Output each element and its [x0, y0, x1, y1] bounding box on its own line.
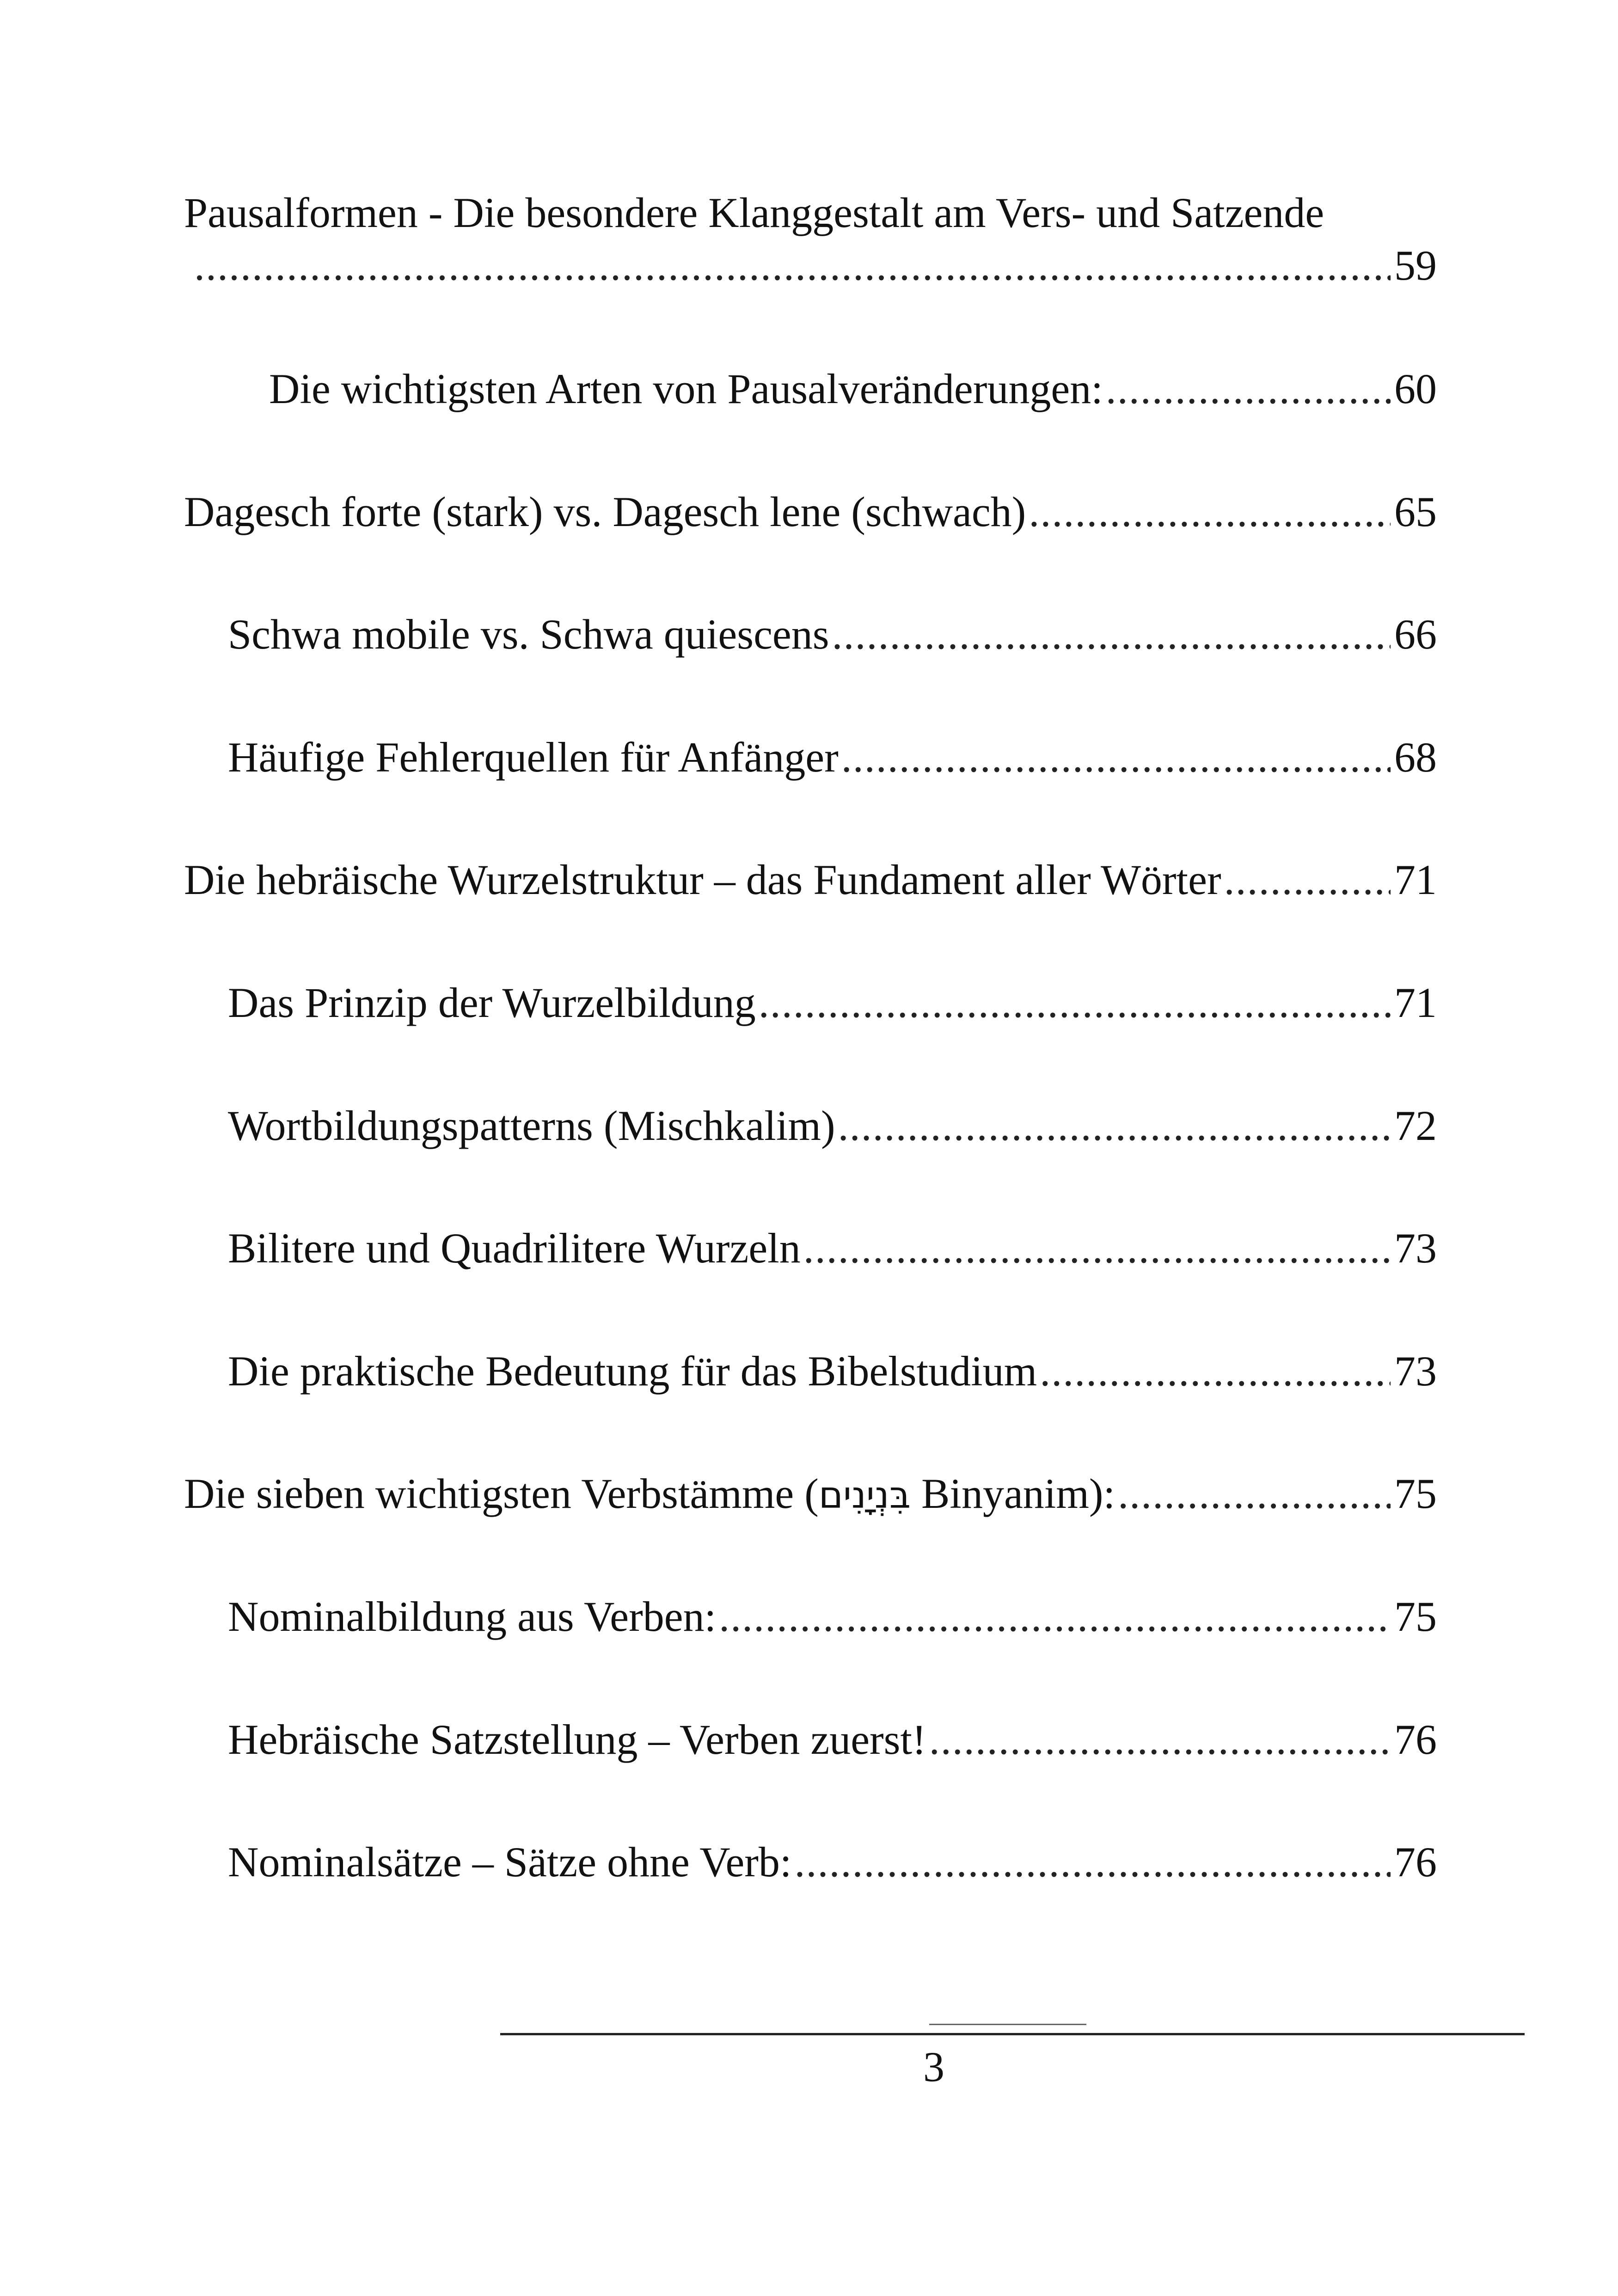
toc-entry-page: 76: [1394, 1838, 1437, 1886]
toc-entry-page: 75: [1394, 1470, 1437, 1517]
toc-entry[interactable]: [228, 1104, 1437, 1147]
toc-entry-page: 65: [1394, 488, 1437, 535]
toc-entry[interactable]: [228, 611, 1437, 658]
toc-entry-label: [184, 1472, 1115, 1515]
toc-entry-label: Pausalformen - Die besondere Klanggestalt am Vers- und Satzende: [184, 189, 1324, 236]
toc-entry[interactable]: [228, 1347, 1437, 1395]
dot-leader: [832, 613, 1391, 655]
toc-entry-page: 75: [1394, 1593, 1437, 1640]
toc-entry-label: Das Prinzip der Wurzelbildung: [228, 979, 756, 1026]
toc-entry-label: Wortbildungspatterns (Mischkalim): [228, 1102, 835, 1149]
toc-entry[interactable]: [228, 734, 1437, 781]
dot-leader: [841, 736, 1391, 778]
dot-leader: [1040, 1350, 1391, 1392]
dot-leader: [929, 1718, 1391, 1761]
toc-entry[interactable]: [228, 1838, 1437, 1886]
toc-entry[interactable]: [228, 981, 1437, 1024]
toc-entry-page: 76: [1394, 1716, 1437, 1763]
toc-entry-page: 59: [1394, 242, 1437, 289]
toc-entry[interactable]: [269, 367, 1437, 410]
toc-entry[interactable]: [194, 244, 1437, 287]
toc-entry[interactable]: [228, 1225, 1437, 1272]
footer-divider-accent: [929, 2024, 1086, 2025]
toc-entry-page: 73: [1394, 1347, 1437, 1395]
toc-entry[interactable]: [184, 1472, 1437, 1515]
toc-entry-page: 68: [1394, 734, 1437, 781]
toc-entry-label-before: Die sieben wichtigsten Verbstämme (: [184, 1470, 819, 1517]
dot-leader: [1224, 858, 1391, 901]
toc-entry-page: 73: [1394, 1225, 1437, 1272]
toc-entry-label: Hebräische Satzstellung – Verben zuerst!: [228, 1716, 926, 1763]
toc-entry-title-line[interactable]: [184, 191, 1437, 234]
toc-entry-label: Die wichtigsten Arten von Pausalveränderungen:: [269, 365, 1103, 412]
page-number: 3: [923, 2043, 944, 2090]
toc-entry-label: Nominalbildung aus Verben:: [228, 1593, 717, 1640]
dot-leader: [838, 1104, 1391, 1147]
toc-entry-page: 72: [1394, 1102, 1437, 1149]
toc-entry-label: Schwa mobile vs. Schwa quiescens: [228, 611, 829, 658]
dot-leader: [795, 1841, 1391, 1883]
toc-entry-label: Dagesch forte (stark) vs. Dagesch lene (schwach): [184, 488, 1026, 535]
dot-leader: [759, 981, 1391, 1024]
toc-entry-page: 71: [1394, 856, 1437, 903]
dot-leader: [803, 1227, 1391, 1269]
toc-entry[interactable]: [228, 1595, 1437, 1638]
toc-entry-page: 66: [1394, 611, 1437, 658]
dot-leader: [194, 244, 1391, 287]
footer-divider: [500, 2033, 1525, 2035]
dot-leader: [1029, 490, 1391, 533]
toc-entry-label: Die praktische Bedeutung für das Bibelstudium: [228, 1347, 1037, 1395]
toc-entry[interactable]: [228, 1718, 1437, 1761]
toc-entry-label-after: Binyanim):: [911, 1470, 1115, 1517]
toc-entry-label: Häufige Fehlerquellen für Anfänger: [228, 734, 839, 781]
dot-leader: [719, 1595, 1391, 1638]
toc-entry-label: Die hebräische Wurzelstruktur – das Fundament aller Wörter: [184, 856, 1221, 903]
hebrew-term: בִּנְיָנִים: [818, 1474, 911, 1517]
dot-leader: [1118, 1472, 1391, 1515]
dot-leader: [1106, 367, 1391, 410]
toc-entry[interactable]: [184, 490, 1437, 533]
toc-entry-page: 71: [1394, 979, 1437, 1026]
toc-entry-label: Nominalsätze – Sätze ohne Verb:: [228, 1838, 792, 1886]
toc-entry[interactable]: [184, 858, 1437, 901]
toc-entry-page: 60: [1394, 365, 1437, 412]
toc-entry-label: Bilitere und Quadrilitere Wurzeln: [228, 1225, 801, 1272]
